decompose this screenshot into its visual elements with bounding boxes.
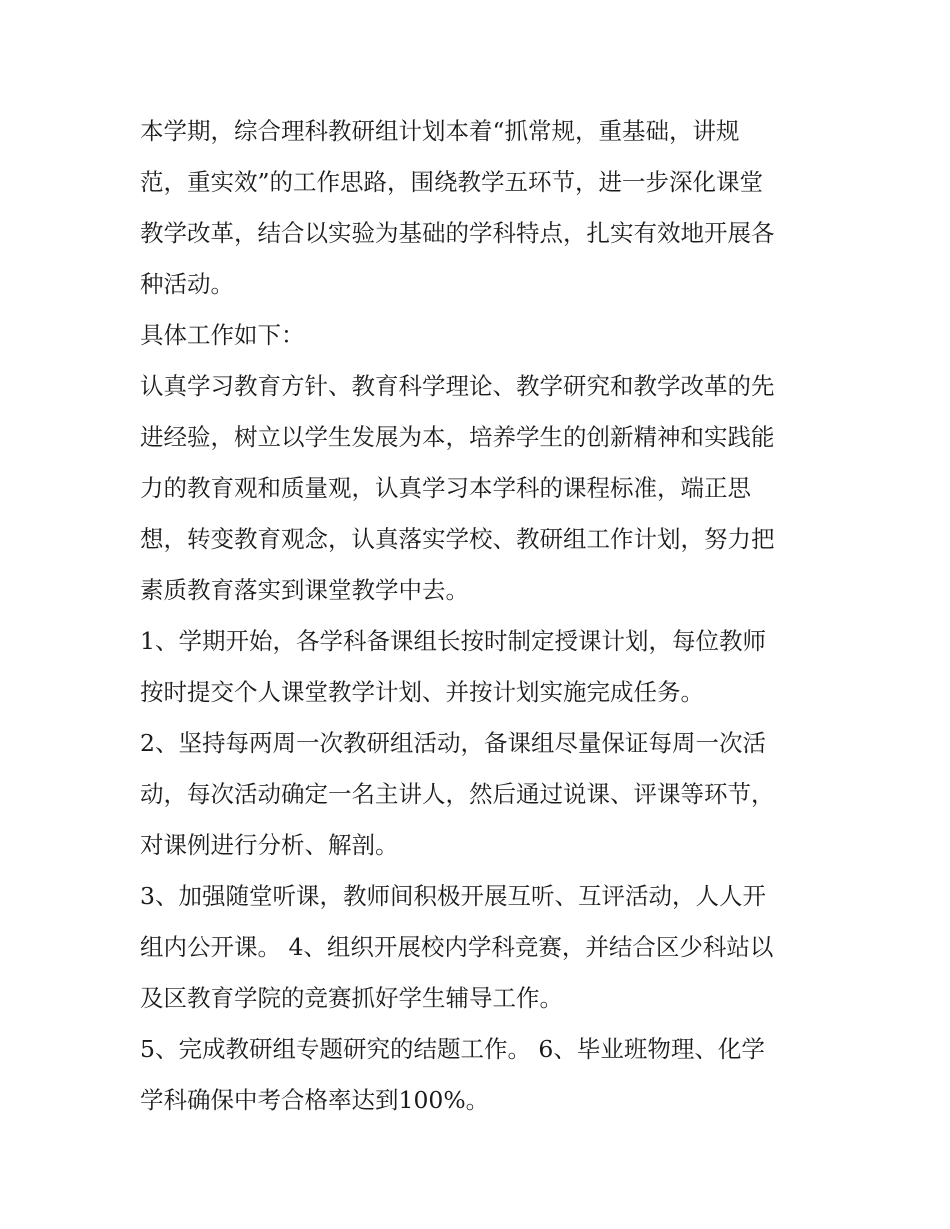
paragraph-item-1 [140,616,820,718]
text-line: 对课例进行分析、解剖。 [140,831,399,859]
text-line: 本学期，综合理科教研组计划本着“抓常规，重基础，讲规 [140,117,740,145]
text-line: 教学改革，结合以实验为基础的学科特点，扎实有效地开展各 [140,219,775,247]
text-line: 2、坚持每两周一次教研组活动，备课组尽量保证每周一次活 [140,729,766,757]
text-line: 及区教育学院的竞赛抓好学生辅导工作。 [140,984,563,1012]
paragraph-item-2 [140,718,820,871]
text-line: 动，每次活动确定一名主讲人，然后通过说课、评课等环节， [140,780,775,808]
paragraph-intro [140,106,820,310]
text-line: 力的教育观和质量观，认真学习本学科的课程标准，端正思 [140,474,751,502]
text-line: 组内公开课。 4、组织开展校内学科竞赛，并结合区少科站以 [140,933,774,961]
text-line: 按时提交个人课堂教学计划、并按计划实施完成任务。 [140,678,704,706]
text-line: 学科确保中考合格率达到100%。 [140,1086,490,1114]
paragraph-item-5-6 [140,1024,820,1126]
document-body [140,106,820,1126]
text-line: 种活动。 [140,270,234,298]
text-line: 范，重实效”的工作思路，围绕教学五环节，进一步深化课堂 [140,168,764,196]
text-line: 素质教育落实到课堂教学中去。 [140,576,469,604]
text-line: 5、完成教研组专题研究的结题工作。 6、毕业班物理、化学 [140,1035,765,1063]
text-line: 认真学习教育方针、教育科学理论、教学研究和教学改革的先 [140,372,775,400]
text-line: 具体工作如下： [140,321,305,349]
text-line: 1、学期开始，各学科备课组长按时制定授课计划，每位教师 [140,627,766,655]
text-line: 想，转变教育观念，认真落实学校、教研组工作计划，努力把 [140,525,775,553]
paragraph-item-3-4 [140,871,820,1024]
paragraph-heading [140,310,820,361]
text-line: 进经验，树立以学生发展为本，培养学生的创新精神和实践能 [140,423,775,451]
paragraph-study [140,361,820,616]
text-line: 3、加强随堂听课，教师间积极开展互听、互评活动，人人开 [140,882,766,910]
